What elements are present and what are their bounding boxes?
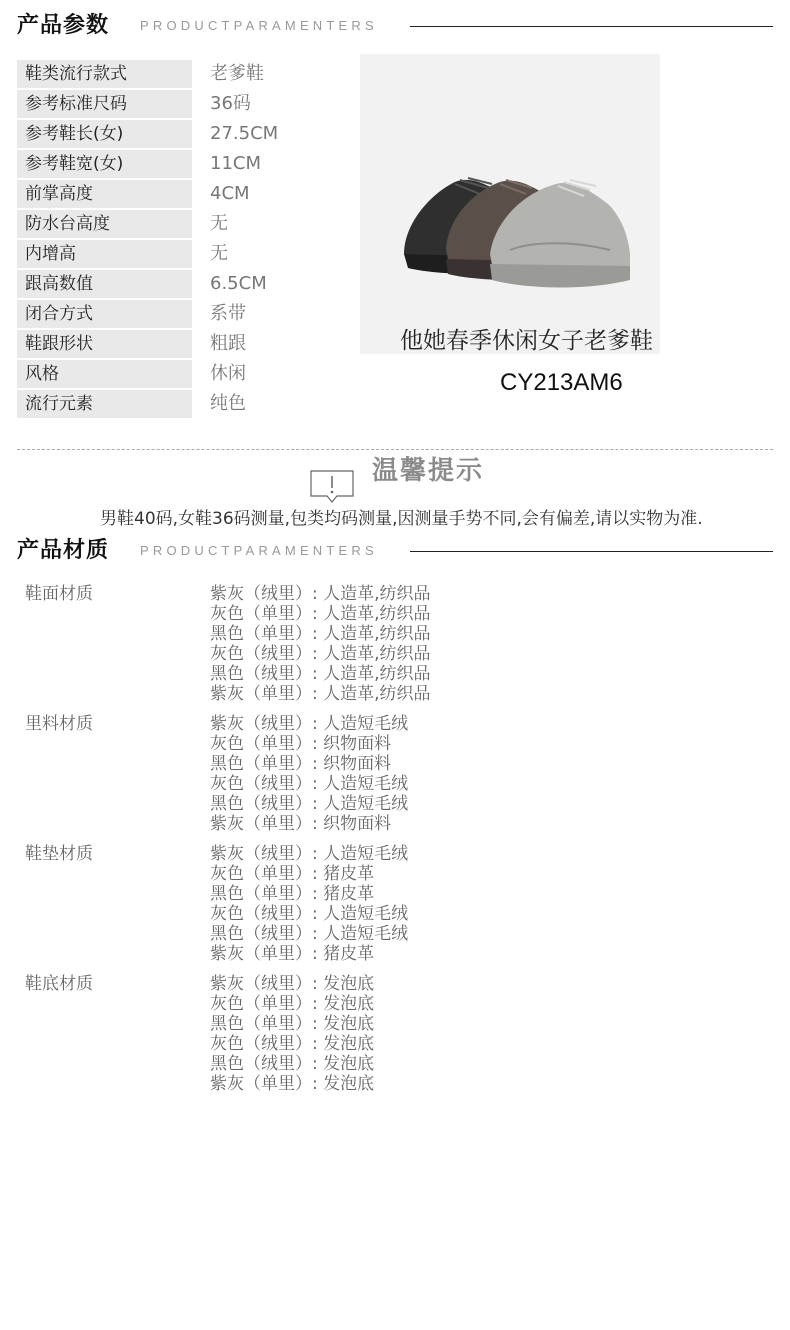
param-label: 闭合方式 — [17, 300, 192, 328]
material-lines — [210, 844, 408, 964]
param-label: 前掌高度 — [17, 180, 192, 208]
material-line: 黑色（绒里）: 人造革,纺织品 — [210, 664, 431, 684]
param-label: 参考鞋宽(女) — [17, 150, 192, 178]
param-row — [17, 120, 347, 148]
section-title: 产品参数 — [17, 13, 110, 38]
material-line: 黑色（绒里）: 人造短毛绒 — [210, 924, 409, 944]
materials-section-header — [0, 531, 790, 571]
exclamation-bubble-icon — [310, 470, 354, 504]
tip-title: 温馨提示 — [372, 456, 485, 486]
material-line: 黑色（绒里）: 人造短毛绒 — [210, 794, 409, 814]
material-line: 黑色（绒里）: 发泡底 — [210, 1054, 375, 1074]
material-lines — [210, 714, 408, 834]
material-line: 紫灰（单里）: 猪皮革 — [210, 944, 375, 964]
param-label: 内增高 — [17, 240, 192, 268]
material-line: 灰色（单里）: 猪皮革 — [210, 864, 375, 884]
material-line: 紫灰（绒里）: 发泡底 — [210, 974, 375, 994]
param-row — [17, 270, 347, 298]
param-label: 防水台高度 — [17, 210, 192, 238]
param-label: 风格 — [17, 360, 192, 388]
material-label: 鞋面材质 — [25, 584, 93, 604]
material-line: 灰色（绒里）: 人造短毛绒 — [210, 774, 409, 794]
section-subtitle: PRODUCTPARAMENTERS — [140, 18, 378, 33]
material-lines — [210, 584, 431, 704]
params-section-header — [0, 6, 790, 46]
param-row — [17, 60, 347, 88]
material-line: 灰色（绒里）: 发泡底 — [210, 1034, 375, 1054]
material-line: 紫灰（绒里）: 人造短毛绒 — [210, 844, 409, 864]
param-value: 粗跟 — [210, 333, 246, 354]
material-line: 灰色（单里）: 发泡底 — [210, 994, 375, 1014]
section-divider — [410, 551, 773, 552]
param-value: 老爹鞋 — [210, 63, 264, 84]
material-line: 灰色（绒里）: 人造革,纺织品 — [210, 644, 431, 664]
param-row — [17, 240, 347, 268]
material-line: 紫灰（单里）: 发泡底 — [210, 1074, 375, 1094]
material-line: 灰色（单里）: 织物面料 — [210, 734, 392, 754]
param-value: 无 — [210, 243, 228, 264]
tip-text: 男鞋40码,女鞋36码测量,包类均码测量,因测量手势不同,会有偏差,请以实物为准. — [100, 509, 703, 529]
dashed-divider — [17, 449, 773, 450]
material-line: 黑色（单里）: 人造革,纺织品 — [210, 624, 431, 644]
product-name: 他她春季休闲女子老爹鞋 — [400, 328, 653, 354]
section-divider — [410, 26, 773, 27]
shoes-illustration — [360, 54, 660, 354]
param-label: 流行元素 — [17, 390, 192, 418]
param-label: 鞋类流行款式 — [17, 60, 192, 88]
param-row — [17, 150, 347, 178]
material-line: 紫灰（绒里）: 人造短毛绒 — [210, 714, 409, 734]
material-line: 黑色（单里）: 发泡底 — [210, 1014, 375, 1034]
param-value: 4CM — [210, 183, 250, 204]
material-line: 紫灰（绒里）: 人造革,纺织品 — [210, 584, 431, 604]
param-value: 6.5CM — [210, 273, 267, 294]
section-title: 产品材质 — [17, 538, 110, 563]
material-line: 灰色（绒里）: 人造短毛绒 — [210, 904, 409, 924]
product-code: CY213AM6 — [500, 369, 623, 396]
param-value: 休闲 — [210, 363, 246, 384]
param-label: 鞋跟形状 — [17, 330, 192, 358]
param-label: 参考鞋长(女) — [17, 120, 192, 148]
material-label: 鞋底材质 — [25, 974, 93, 994]
param-value: 27.5CM — [210, 123, 279, 144]
material-line: 黑色（单里）: 织物面料 — [210, 754, 392, 774]
product-image — [360, 54, 660, 354]
material-line: 灰色（单里）: 人造革,纺织品 — [210, 604, 431, 624]
param-value: 无 — [210, 213, 228, 234]
material-label: 里料材质 — [25, 714, 93, 734]
param-value: 纯色 — [210, 393, 246, 414]
material-lines — [210, 974, 374, 1094]
param-row — [17, 330, 347, 358]
param-label: 跟高数值 — [17, 270, 192, 298]
param-row — [17, 210, 347, 238]
param-value: 系带 — [210, 303, 246, 324]
section-subtitle: PRODUCTPARAMENTERS — [140, 543, 378, 558]
param-row — [17, 90, 347, 118]
param-value: 36码 — [210, 93, 251, 114]
param-label: 参考标准尺码 — [17, 90, 192, 118]
material-label: 鞋垫材质 — [25, 844, 93, 864]
param-row — [17, 390, 347, 418]
material-line: 紫灰（单里）: 织物面料 — [210, 814, 392, 834]
material-line: 紫灰（单里）: 人造革,纺织品 — [210, 684, 431, 704]
param-row — [17, 360, 347, 388]
param-value: 11CM — [210, 153, 262, 174]
param-row — [17, 300, 347, 328]
material-line: 黑色（单里）: 猪皮革 — [210, 884, 375, 904]
param-row — [17, 180, 347, 208]
